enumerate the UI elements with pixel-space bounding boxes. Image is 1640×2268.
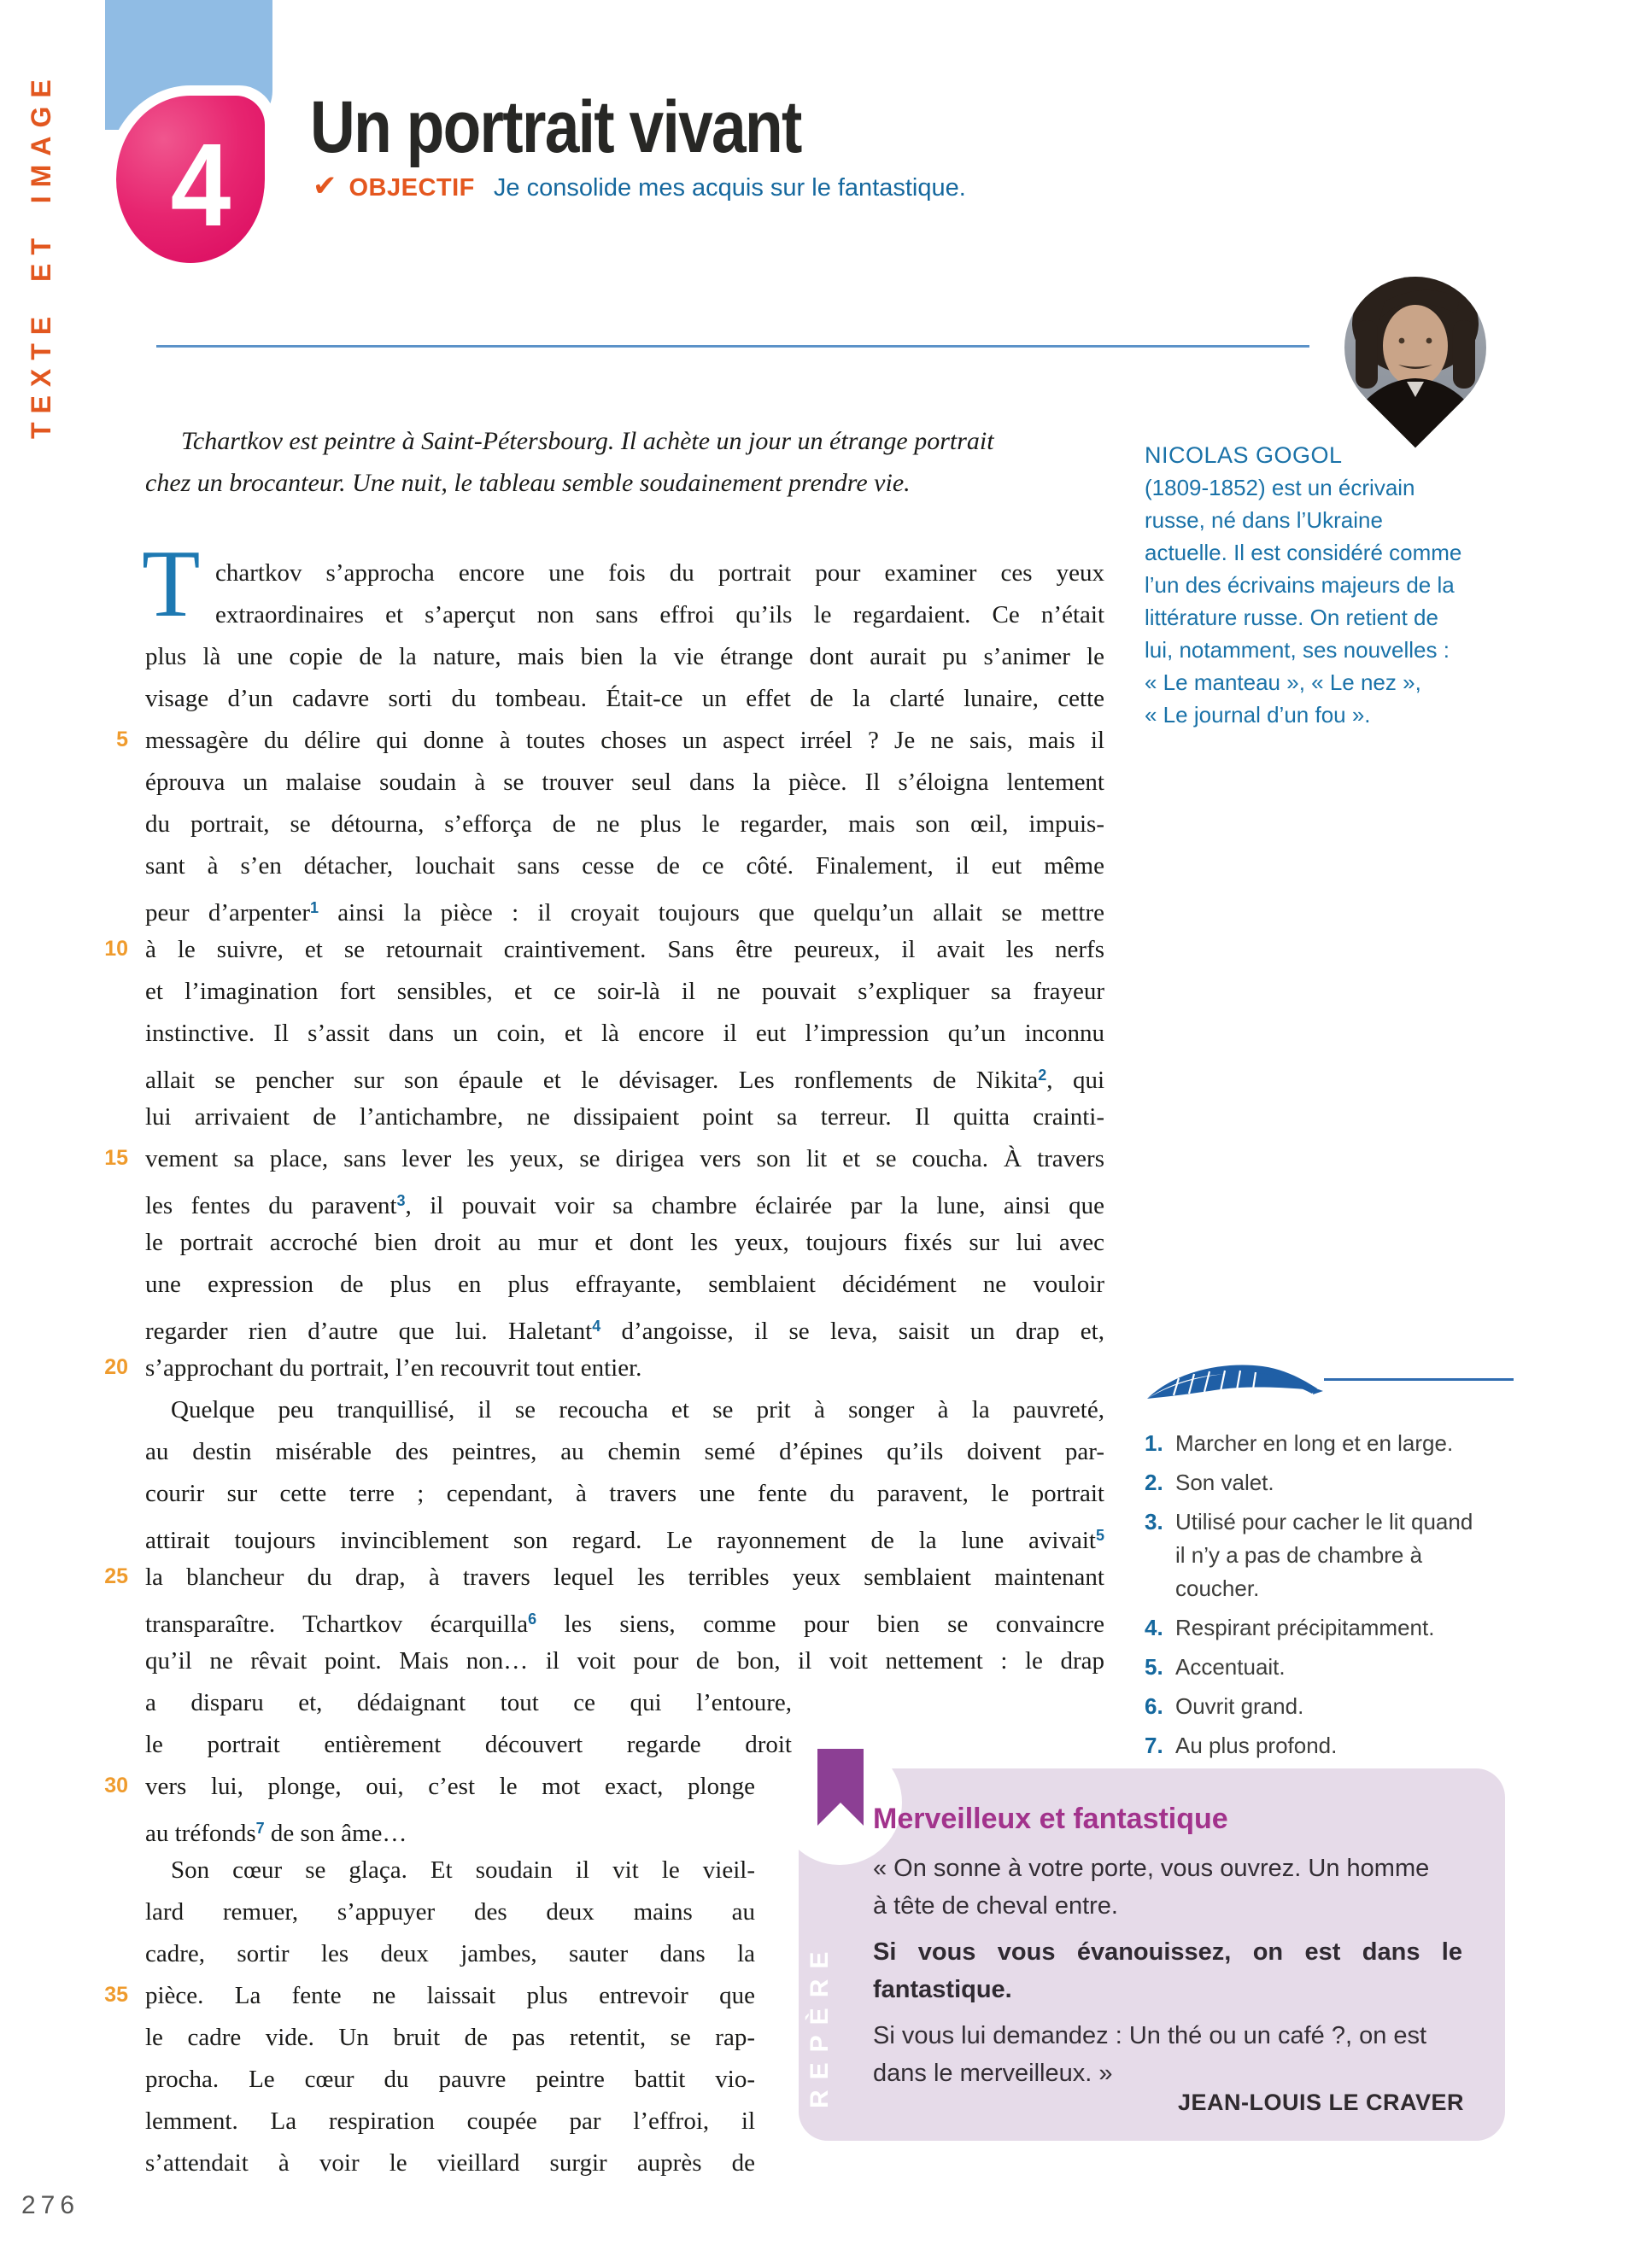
unit-badge-shape: [116, 96, 265, 263]
bio-line: (1809-1852) est un écrivain: [1145, 475, 1415, 500]
line-number: 15: [104, 1146, 128, 1170]
footnote-item: 6. Ouvrit grand.: [1145, 1693, 1304, 1719]
text-line: lemment. La respiration coupée par l’effroi, il: [145, 2107, 755, 2135]
text-line: au tréfonds$^7$ de son âme…: [145, 1820, 407, 1847]
line-number: 30: [104, 1774, 128, 1797]
bio-line: russe, né dans l’Ukraine: [1145, 507, 1383, 533]
repere-bold-line: fantastique.: [873, 1976, 1012, 2003]
text-line: le cadre vide. Un bruit de pas retentit, se rap-: [145, 2024, 755, 2051]
repere-box: [799, 1768, 1505, 2141]
footnote-item: 1. Marcher en long et en large.: [1145, 1430, 1454, 1456]
bio-line: « Le journal d’un fou ».: [1145, 702, 1371, 728]
footnote-ref: 4: [592, 1318, 601, 1335]
footnote-item: 7. Au plus profond.: [1145, 1733, 1338, 1758]
footnote-divider: [1324, 1378, 1514, 1381]
footnotes-panel: [1145, 1359, 1514, 1768]
text-line: messagère du délire qui donne à toutes choses un aspect irréel ? Je ne sais, mais il: [145, 727, 1104, 754]
footnote-item: 5. Accentuait.: [1145, 1654, 1286, 1680]
text-line: extraordinaires et s’aperçut non sans effroi qu’ils le regardaient. Ce n’était: [215, 601, 1104, 628]
author-bio: [1145, 439, 1520, 731]
text-line: regarder rien d’autre que lui. Haletant$^4$ d’angoisse, il se leva, saisit un drap et,: [145, 1318, 1104, 1345]
text-line: a disparu et, dédaignant tout ce qui l’entoure,: [145, 1689, 792, 1716]
line-number: 25: [104, 1564, 128, 1588]
line-number: 10: [104, 937, 128, 961]
footnote-ref: 5: [1095, 1527, 1104, 1544]
text-line: une expression de plus en plus effrayante, semblaient décidément ne vouloir: [145, 1271, 1104, 1298]
repere-author: JEAN-LOUIS LE CRAVER: [1177, 2090, 1464, 2115]
section-vertical-label: TEXTE ET IMAGE: [26, 71, 56, 439]
page-number: 276: [21, 2191, 80, 2219]
repere-vertical-label: REPÈRE: [805, 1941, 834, 2108]
text-line: Quelque peu tranquillisé, il se recoucha et se prit à songer à la pauvreté,: [171, 1396, 1104, 1423]
text-line: courir sur cette terre ; cependant, à travers une fente du paravent, le portrait: [145, 1480, 1104, 1507]
text-line: le portrait accroché bien droit au mur et dont les yeux, toujours fixés sur lui avec: [145, 1229, 1104, 1256]
text-line: instinctive. Il s’assit dans un coin, et là encore il eut l’impression qu’un inconnu: [145, 1020, 1104, 1047]
drop-cap: T: [142, 531, 201, 637]
portrait-artwork: [1315, 248, 1516, 448]
text-line: qu’il ne rêvait point. Mais non… il voit pour de bon, il voit nettement : le drap: [145, 1647, 1104, 1675]
text-line: lui arrivaient de l’antichambre, ne dissipaient point sa terreur. Il quitta crainti-: [145, 1103, 1104, 1131]
header-divider: [156, 345, 1309, 348]
footnote-ref: 7: [255, 1820, 265, 1837]
text-line: allait se pencher sur son épaule et le dévisager. Les ronflements de Nikita$^2$, qui: [145, 1067, 1104, 1094]
text-line: transparaître. Tchartkov écarquilla$^6$ les siens, comme pour bien se convaincre: [145, 1610, 1105, 1638]
author-portrait-image: [1315, 248, 1516, 448]
text-line: du portrait, se détourna, s’efforça de ne plus le regarder, mais son œil, impuis-: [145, 810, 1104, 838]
bio-line: « Le manteau », « Le nez »,: [1145, 669, 1421, 695]
check-icon: ✔: [313, 170, 337, 202]
text-line: la blancheur du drap, à travers lequel les terribles yeux semblaient maintenant: [145, 1564, 1104, 1591]
footnote-item: 3. Utilisé pour cacher le lit quand il n’y a pas de chambre à coucher.: [1145, 1509, 1473, 1601]
text-line: s’attendait à voir le vieillard surgir auprès de: [145, 2149, 755, 2177]
author-name: NICOLAS GOGOL: [1145, 442, 1343, 468]
footnote-ref: 3: [396, 1192, 406, 1209]
objective-text: Je consolide mes acquis sur le fantastique.: [493, 174, 966, 202]
repere-title: Merveilleux et fantastique: [873, 1803, 1228, 1835]
line-number: 20: [104, 1355, 128, 1379]
repere-quote-line: « On sonne à votre porte, vous ouvrez. Un homme: [873, 1855, 1430, 1882]
chapeau-line: Tchartkov est peintre à Saint-Pétersbourg. Il achète un jour un étrange portrait: [181, 427, 994, 455]
repere-quote-line: Si vous lui demandez : Un thé ou un café ?, on est: [873, 2022, 1427, 2049]
line-number: 35: [104, 1983, 128, 2007]
text-line: Son cœur se glaça. Et soudain il vit le vieil-: [171, 1856, 755, 1884]
text-line: et l’imagination fort sensibles, et ce soir-là il ne pouvait s’expliquer sa frayeur: [145, 978, 1104, 1005]
text-line: procha. Le cœur du pauvre peintre battit vio-: [145, 2066, 755, 2093]
text-line: pièce. La fente ne laissait plus entrevoir que: [145, 1982, 755, 2009]
text-line: chartkov s’approcha encore une fois du portrait pour examiner ces yeux: [215, 559, 1104, 587]
objective-row: [313, 169, 966, 203]
repere-bold-line: Si vous vous évanouissez, on est dans le: [873, 1938, 1462, 1966]
text-line: vers lui, plonge, oui, c’est le mot exact, plonge: [145, 1773, 755, 1800]
text-line: au destin misérable des peintres, au chemin semé d’épines qu’ils doivent par-: [145, 1438, 1104, 1465]
text-line: lard remuer, s’appuyer des deux mains au: [145, 1898, 755, 1926]
page-title: Un portrait vivant: [310, 86, 801, 168]
chapeau-line: chez un brocanteur. Une nuit, le tableau semble soudainement prendre vie.: [145, 469, 911, 497]
text-line: éprouva un malaise soudain à se trouver seul dans la pièce. Il s’éloigna lentement: [145, 769, 1104, 796]
text-line: vement sa place, sans lever les yeux, se dirigea vers son lit et se coucha. À travers: [145, 1145, 1104, 1172]
text-line: plus là une copie de la nature, mais bien la vie étrange dont aurait pu s’animer le: [145, 643, 1104, 670]
footnote-ref: 2: [1038, 1067, 1047, 1084]
footnote-ref: 1: [309, 899, 319, 916]
text-line: cadre, sortir les deux jambes, sauter dans la: [145, 1940, 755, 1967]
text-line: attirait toujours invinciblement son regard. Le rayonnement de la lune avivait$^5$: [145, 1527, 1104, 1554]
text-line: peur d’arpenter$^1$ ainsi la pièce : il croyait toujours que quelqu’un allait se mettre: [145, 899, 1104, 926]
footnote-ref: 6: [528, 1610, 537, 1628]
chapeau: [145, 420, 1106, 504]
bio-line: lui, notamment, ses nouvelles :: [1145, 637, 1450, 663]
unit-number: 4: [170, 119, 231, 251]
text-line: s’approchant du portrait, l’en recouvrit tout entier.: [145, 1354, 642, 1382]
bio-line: l’un des écrivains majeurs de la: [1145, 572, 1455, 598]
text-line: le portrait entièrement découvert regarde droit: [145, 1731, 792, 1758]
repere-quote-line: à tête de cheval entre.: [873, 1892, 1118, 1920]
feather-icon: [1145, 1359, 1324, 1408]
line-number: 5: [116, 728, 128, 751]
footnote-item: 4. Respirant précipitamment.: [1145, 1615, 1435, 1640]
text-line: à le suivre, et se retournait craintivement. Sans être peureux, il avait les nerfs: [145, 936, 1104, 963]
text-line: visage d’un cadavre sorti du tombeau. Était-ce un effet de la clarté lunaire, cette: [145, 685, 1104, 712]
bio-line: littérature russe. On retient de: [1145, 605, 1438, 630]
objective-label: OBJECTIF: [348, 174, 475, 202]
footnote-item: 2. Son valet.: [1145, 1470, 1274, 1495]
repere-quote-line: dans le merveilleux. »: [873, 2060, 1113, 2087]
text-line: sant à s’en détacher, louchait sans cesse de ce côté. Finalement, il eut même: [145, 852, 1104, 880]
text-line: les fentes du paravent$^3$, il pouvait voir sa chambre éclairée par la lune, ainsi que: [145, 1192, 1104, 1219]
unit-badge: [106, 85, 275, 273]
bio-line: actuelle. Il est considéré comme: [1145, 540, 1462, 565]
